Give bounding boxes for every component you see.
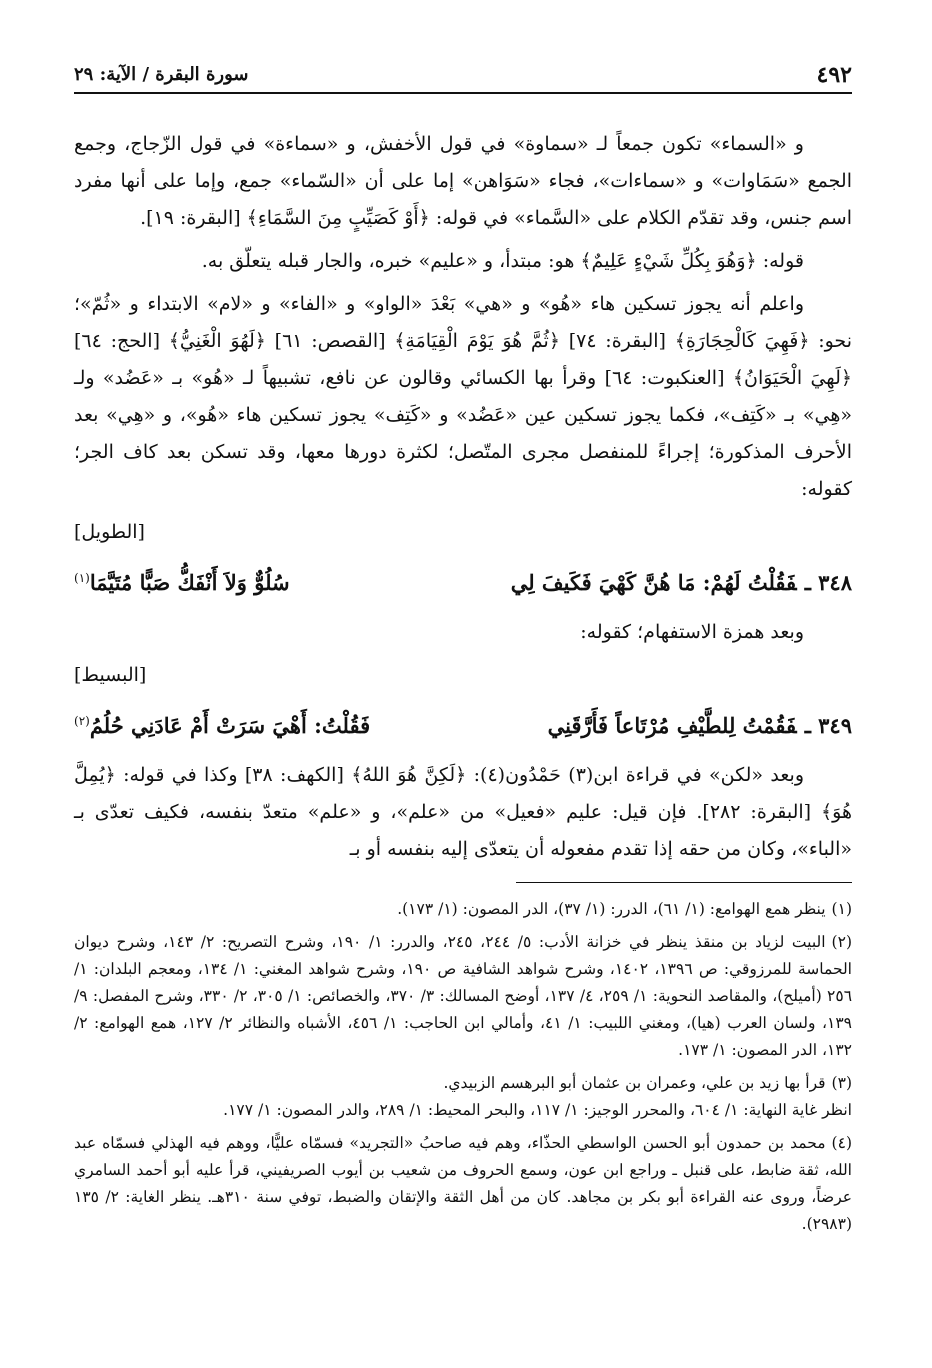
verse-349-text-2: فَقُلْتُ: أَهْيَ سَرَتْ أَمْ عَادَنِي حُلُمُ: [89, 713, 371, 738]
footnote-2-text: البيت لزياد بن منقذ ينظر في خزانة الأدب: ٥/ ٢٤٤، ٢٤٥، والدرر: ١/ ١٩٠، وشرح التصريح: ٢/ ١٤٣، وشرح ديوان الحماسة للمرزوقي: ص ١٣٩٦، ١٤٠٢، وشرح شواهد الشافية ص ١٩٠، وشرح شواهد المغني: ١/ ١٣٤، ومعجم البلدان: ١/ ٢٥٦ (أميلح)، والمقاصد النحوية: ١/ ٢٥٩، ٤/ ١٣٧، أوضح المسالك: ٣/ ٣٧٠، والخصائص: ١/ ٣٠٥، ٢/ ٣٣٠، وشرح المفصل: ٩/ ١٣٩، ولسان العرب (هيا)، ومغني اللبيب: ١/ ٤١، وأمالي ابن الحاجب: ١/ ٤٥٦، الأشباه والنظائر ٢/ ١٢٧، همع الهوامع: ٢/ ١٣٢، الدر المصون: ١/ ١٧٣.: [74, 933, 853, 1059]
footnote-4: [74, 1130, 852, 1238]
footnote-4-number: (٤): [831, 1134, 852, 1152]
verse-348-first-hemistich: [511, 562, 852, 604]
page-header: [74, 58, 852, 94]
meter-label-tawil: [الطويل]: [74, 521, 145, 543]
verse-349: [74, 700, 852, 747]
verse-348-text-1: فَقُلْتُ لَهُمْ: مَا هُنَّ كَهْيَ فَكَيفَ لِي: [510, 570, 797, 595]
paragraph-hamza: وبعد همزة الاستفهام؛ كقوله:: [580, 621, 804, 643]
running-head: سورة البقرة / الآية: ٢٩: [74, 64, 249, 85]
verse-349-number: ٣٤٩ ـ: [804, 713, 852, 738]
paragraph-taskin: واعلم أنه يجوز تسكين هاء «هُو» و «هي» بَعْدَ «الواو» و «الفاء» و «لام» الابتداء و «ثُمّ»؛ نحو: ﴿فَهِيَ كَالْحِجَارَةِ﴾ [البقرة: ٧٤] ﴿ثُمَّ هُوَ يَوْمَ الْقِيَامَةِ﴾ [القصص: ٦١] ﴿لَهُوَ الْغَنِيُّ﴾ [الحج: ٦٤] ﴿لَهِيَ الْحَيَوَانُ﴾ [العنكبوت: ٦٤] وقرأ بها الكسائي وقالون عن نافع، تشبيهاً لـ «هُو» بـ «عَضُد» ولـ «هِي» بـ «كَتِف»، فكما يجوز تسكين عين «عَضُد» و «كَتِف» يجوز تسكين هاء «هُو»، و «هِي» بعد الأحرف المذكورة؛ إجراءً للمنفصل مجرى المتّصل؛ لكثرة دورها معها، وقد تسكن بعد كاف الجر؛ كقوله:: [74, 293, 852, 500]
footnote-2-number: (٢): [831, 933, 852, 951]
page-number: ٤٩٢: [816, 62, 852, 88]
footnote-1-number: (١): [831, 900, 852, 918]
verse-348-second-hemistich: [74, 557, 290, 604]
footnote-4-text: محمد بن حمدون أبو الحسن الواسطي الحذّاء، وهم فيه صاحبُ «التجريد» فسمّاه عليًّا، ووهم فيه الهذلي فسمّاه عبد الله، ثقة ضابط، على قنبل ـ وراجع ابن عون، وسمع الحروف من شعيب بن أيوب الصريفيني، قرأ عليه أبو أحمد السامري عرضاً، وروى عنه القراءة أبو بكر بن مجاهد. كان من أهل الثقة والإتقان والضبط، توفي سنة ٣١٠هـ. ينظر الغاية: ٢/ ١٣٥ (٢٩٨٣).: [74, 1134, 852, 1233]
footnote-1-text: ينظر همع الهوامع: (١/ ٦١)، الدرر: (١/ ٣٧)، الدر المصون: (١/ ١٧٣).: [397, 900, 826, 918]
verse-348-text-2: سُلُوٌّ وَلاَ أَنْفَكُّ صَبًّا مُتَيَّمَا: [89, 570, 290, 595]
paragraph-wahuwa: قوله: ﴿وَهُوَ بِكُلِّ شَيْءٍ عَلِيمٌ﴾ هو: مبتدأ، و «عليم» خبره، والجار قبله يتعلّق به.: [201, 250, 804, 272]
footnote-3: [74, 1070, 852, 1124]
verse-348-footnote-ref: (١): [74, 571, 90, 585]
paragraph-samaa: و «السماء» تكون جمعاً لـ «سماوة» في قول الأخفش، و «سماءة» في قول الزّجاج، وجمع الجمع «سَمَاوات» و «سماءات»، فجاء «سَوَاهن» إما على أن «السّماء» جمع، وإما على أنها مفرد اسم جنس، وقد تقدّم الكلام على «السَّماء» في قوله: ﴿أَوْ كَصَيِّبٍ مِنَ السَّمَاءِ﴾ [البقرة: ١٩].: [74, 133, 852, 229]
footnote-3-text: قرأ بها زيد بن علي، وعمران بن عثمان أبو البرهسم الزبيدي.: [443, 1074, 826, 1092]
verse-349-text-1: فَقُمْتُ لِلطَّيْفِ مُرْتَاعاً فَأَرَّقَنِي: [547, 713, 797, 738]
paragraph-lakin: وبعد «لكن» في قراءة ابن(٣) حَمْدُون(٤): ﴿لَكِنَّ هُوَ اللهُ﴾ [الكهف: ٣٨] وكذا في قوله: ﴿يُمِلَّ هُوَ﴾ [البقرة: ٢٨٢]. فإن قيل: عليم «فعيل» من «علم»، و «علم» متعدّ بنفسه، فكيف تعدّى بـ «الباء»، وكان من حقه إذا تقدم مفعوله أن يتعدّى إليه بنفسه أو بـ: [74, 764, 852, 860]
verse-349-first-hemistich: [548, 705, 852, 747]
verse-349-second-hemistich: [74, 700, 370, 747]
footnote-2: [74, 929, 852, 1064]
verse-348: [74, 557, 852, 604]
footnote-1: [74, 896, 852, 923]
main-text: [74, 126, 852, 874]
footnote-3-number: (٣): [831, 1074, 852, 1092]
verse-349-footnote-ref: (٢): [74, 714, 90, 728]
footnotes: [74, 896, 852, 1244]
footnote-3-sources: انظر غاية النهاية: ١/ ٦٠٤، والمحرر الوجيز: ١/ ١١٧، والبحر المحيط: ١/ ٢٨٩، والدر المصون: ١/ ١٧٧.: [223, 1101, 852, 1119]
verse-348-number: ٣٤٨ ـ: [804, 570, 852, 595]
meter-label-basit: [البسيط]: [74, 664, 147, 686]
footnote-divider: [516, 882, 852, 883]
